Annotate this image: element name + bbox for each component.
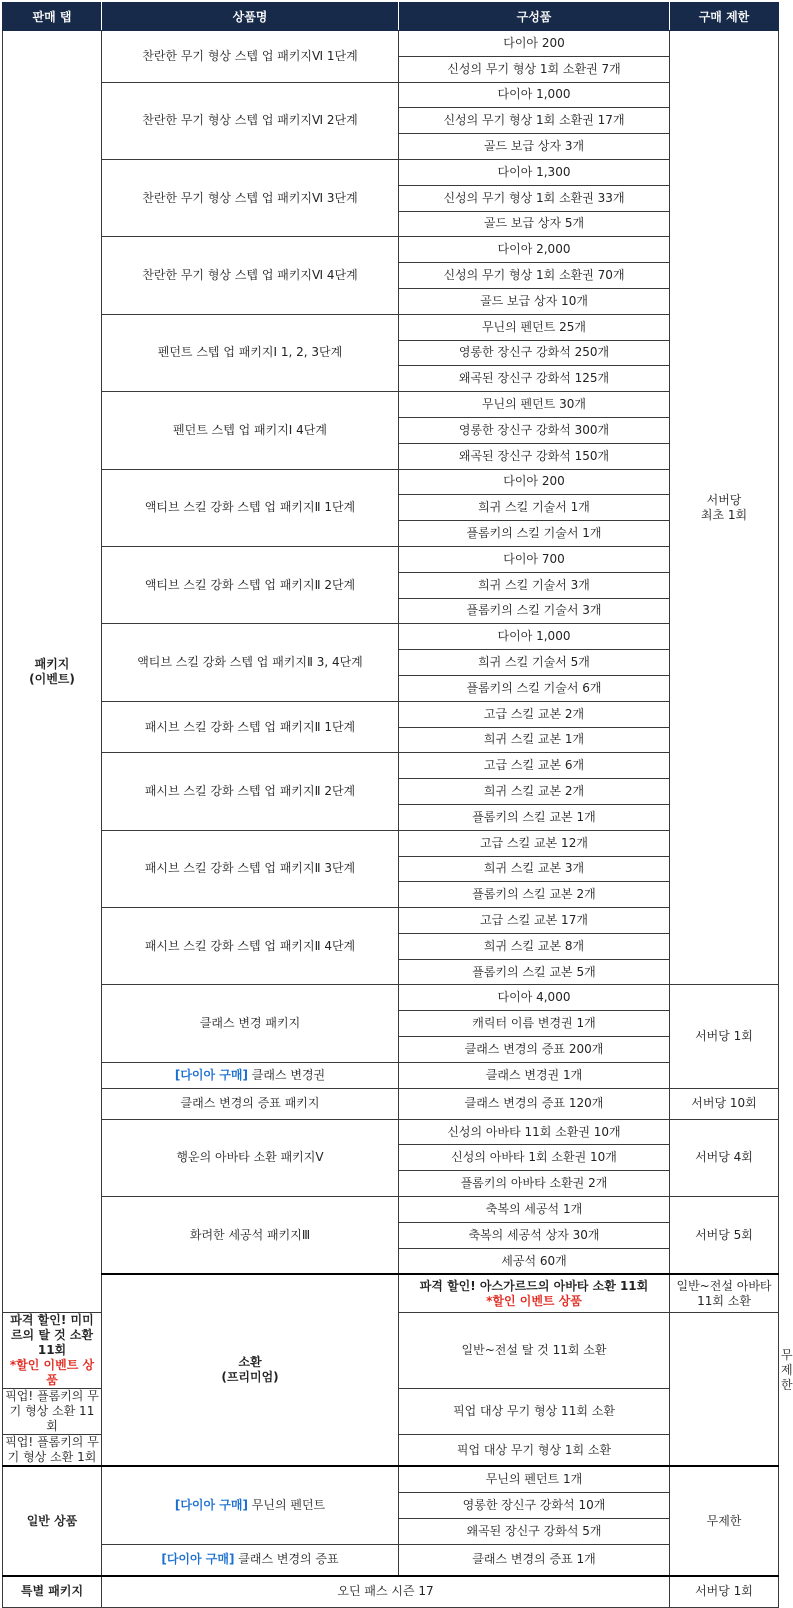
component-item: 다이아 2,000 — [399, 237, 670, 263]
component-item: 영롱한 장신구 강화석 300개 — [399, 417, 670, 443]
limit-server5: 서버당 5회 — [670, 1197, 779, 1275]
component-item: 희귀 스킬 기술서 5개 — [399, 650, 670, 676]
component-item: 다이아 4,000 — [399, 985, 670, 1011]
limit-server1: 서버당 1회 — [670, 1576, 779, 1608]
component-item: 고급 스킬 교본 17개 — [399, 908, 670, 934]
limit-server4: 서버당 4회 — [670, 1119, 779, 1196]
component-item: 캐릭터 이름 변경권 1개 — [399, 1011, 670, 1037]
product-name: 펜던트 스텝 업 패키지Ⅰ 4단계 — [102, 392, 399, 469]
component-item: 플롬키의 스킬 교본 1개 — [399, 804, 670, 830]
product-name: 찬란한 무기 형상 스텝 업 패키지Ⅵ 3단계 — [102, 159, 399, 236]
product-name: 파격 할인! 미미르의 탈 것 소환 11회 *할인 이벤트 상품 — [3, 1313, 102, 1389]
component-item: 신성의 무기 형상 1회 소환권 70개 — [399, 263, 670, 289]
component-item: 골드 보급 상자 10개 — [399, 288, 670, 314]
component-item: 축복의 세공석 1개 — [399, 1197, 670, 1223]
component-item: 플롬키의 아바타 소환권 2개 — [399, 1171, 670, 1197]
component-item: 일반~전설 탈 것 11회 소환 — [399, 1313, 670, 1389]
component-item: 신성의 아바타 1회 소환권 10개 — [399, 1145, 670, 1171]
component-item: 고급 스킬 교본 12개 — [399, 830, 670, 856]
component-item: 희귀 스킬 교본 3개 — [399, 856, 670, 882]
component-item: 골드 보급 상자 3개 — [399, 134, 670, 160]
product-name: 오딘 패스 시즌 17 — [102, 1576, 670, 1608]
component-item: 다이아 700 — [399, 546, 670, 572]
limit-first-once: 서버당 최초 1회 — [670, 31, 779, 985]
product-name: 펜던트 스텝 업 패키지Ⅰ 1, 2, 3단계 — [102, 314, 399, 391]
component-item: 다이아 1,000 — [399, 82, 670, 108]
component-item: 클래스 변경의 증표 1개 — [399, 1544, 670, 1576]
product-name: 화려한 세공석 패키지Ⅲ — [102, 1197, 399, 1275]
component-item: 클래스 변경의 증표 120개 — [399, 1088, 670, 1119]
component-item: 세공석 60개 — [399, 1248, 670, 1274]
component-item: 플롬키의 스킬 기술서 1개 — [399, 521, 670, 547]
component-item: 클래스 변경권 1개 — [399, 1062, 670, 1088]
product-name: 픽업! 플롬키의 무기 형상 소환 1회 — [3, 1435, 102, 1467]
component-item: 신성의 무기 형상 1회 소환권 33개 — [399, 185, 670, 211]
product-name: 픽업! 플롬키의 무기 형상 소환 11회 — [3, 1389, 102, 1435]
header-sales-tab: 판매 탭 — [3, 3, 102, 31]
component-item: 일반~전설 아바타 11회 소환 — [670, 1274, 779, 1313]
component-item: 왜곡된 장신구 강화석 150개 — [399, 443, 670, 469]
component-item: 영롱한 장신구 강화석 10개 — [399, 1493, 670, 1519]
header-purchase-limit: 구매 제한 — [670, 3, 779, 31]
component-item: 신성의 무기 형상 1회 소환권 17개 — [399, 108, 670, 134]
component-item: 무닌의 펜던트 25개 — [399, 314, 670, 340]
product-name: 클래스 변경의 증표 패키지 — [102, 1088, 399, 1119]
tab-special: 특별 패키지 — [3, 1576, 102, 1608]
component-item: 무닌의 펜던트 30개 — [399, 392, 670, 418]
discount-note: *할인 이벤트 상품 — [486, 1293, 582, 1308]
component-item: 골드 보급 상자 5개 — [399, 211, 670, 237]
header-components: 구성품 — [399, 3, 670, 31]
dia-purchase-tag: [다이아 구매] — [174, 1067, 248, 1082]
tab-premium: 소환 (프리미엄) — [102, 1274, 399, 1466]
header-row — [3, 3, 779, 31]
component-item: 픽업 대상 무기 형상 1회 소환 — [399, 1435, 670, 1467]
tab-package-event: 패키지 (이벤트) — [3, 31, 102, 1313]
product-name: 패시브 스킬 강화 스텝 업 패키지Ⅱ 3단계 — [102, 830, 399, 907]
product-table: 판매 탭 상품명 구성품 구매 제한 패키지 (이벤트) 찬란한 무기 형상 스텝 업 패키지Ⅵ 1단계 다이아 200 서버당 최초 1회 신성의 무기 형상 1회 소환권 7개 찬란한 무기 형상 스텝 업 패키지Ⅵ 2단계 다이아 1,000 신성의 무기 형상 1회 소환권 17개 골드 보급 상자 3개 찬란한 무기 형상 스텝 업 패키지Ⅵ 3단계 다이아 1,300 신성의 무기 형상 1회 소환권 33개 골드 보급 상자 5개 찬란한 무기 형상 스텝 업 패키지Ⅵ 4단계 다이아 2,000 신성의 무기 형상 1회 소환권 70개 골드 보급 상자 10개 펜던트 스텝 업 패키지Ⅰ 1, 2, 3단계 무닌의 펜던트 25개 영롱한 장신구 강화석 250개 왜곡된 장신구 강화석 125개 펜던트 스텝 업 패키지Ⅰ 4단계 무닌의 펜던트 30개 영롱한 장신구 강화석 300개 왜곡된 장신구 강화석 150개 액티브 스킬 강화 스텝 업 패키지Ⅱ 1단계 다이아 200 희귀 스킬 기술서 1개 플롬키의 스킬 기술서 1개 액티브 스킬 강화 스텝 업 패키지Ⅱ 2단계 다이아 700 희귀 스킬 기술서 3개 플롬키의 스킬 기술서 3개 액티브 스킬 강화 스텝 업 패키지Ⅱ 3, 4단계 다이아 1,000 희귀 스킬 기술서 5개 플롬키의 스킬 기술서 6개 패시브 스킬 강화 스텝 업 패키지Ⅱ 1단계 고급 스킬 교본 2개 희귀 스킬 교본 1개 패시브 스킬 강화 스텝 업 패키지Ⅱ 2단계 고급 스킬 교본 6개 희귀 스킬 교본 2개 플롬키의 스킬 교본 1개 패시브 스킬 강화 스텝 업 패키지Ⅱ 3단계 고급 스킬 교본 12개 희귀 스킬 교본 3개 플롬키의 스킬 교본 2개 패시브 스킬 강화 스텝 업 패키지Ⅱ 4단계 고급 스킬 교본 17개 희귀 스킬 교본 8개 플롬키의 스킬 교본 5개 클래스 변경 패키지 다이아 4,000 서버당 1회 캐릭터 이름 변경권 1개 클래스 변경의 증표 200개 [다이아 구매] 클래스 변경권 클래스 변경권 1개 클래스 변경의 증표 패키지 클래스 변경의 증표 120개 서버당 10회 행운의 아바타 소환 패키지Ⅴ 신성의 아바타 11회 소환권 10개 서버당 4회 신성의 아바타 1회 소환권 10개 플롬키의 아바타 소환권 2개 화려한 세공석 패키지Ⅲ 축복의 세공석 1개 서버당 5회 축복의 세공석 상자 30개 세공석 60개 소환 (프리미엄) 파격 할인! 아스가르드의 아바타 소환 11회 *할인 이벤트 상품 일반~전설 아바타 11회 소환 무제한 파격 할인! 미미르의 탈 것 소환 11회 *할인 이벤트 상품 일반~전설 탈 것 11회 소환 픽업! 플롬키의 무기 형상 소환 11회 픽업 대상 무기 형상 11회 소환 픽업! 플롬키의 무기 형상 소환 1회 픽업 대상 무기 형상 1회 소환 일반 상품 [다이아 구매] 무닌의 펜던트 무닌의 펜던트 1개 무제한 영롱한 장신구 강화석 10개 왜곡된 장신구 강화석 5개 [다이아 구매] 클래스 변경의 증표 클래스 변경의 증표 1개 특별 패키지 오딘 패스 시즌 17 서버당 1회 — [2, 2, 779, 1608]
table-row — [3, 31, 779, 57]
product-name: 클래스 변경 패키지 — [102, 985, 399, 1062]
product-name: [다이아 구매] 클래스 변경의 증표 — [102, 1544, 399, 1576]
product-name: 패시브 스킬 강화 스텝 업 패키지Ⅱ 2단계 — [102, 753, 399, 830]
component-item: 왜곡된 장신구 강화석 125개 — [399, 366, 670, 392]
product-name: 파격 할인! 아스가르드의 아바타 소환 11회 *할인 이벤트 상품 — [399, 1274, 670, 1313]
component-item: 다이아 1,300 — [399, 159, 670, 185]
product-name: 찬란한 무기 형상 스텝 업 패키지Ⅵ 1단계 — [102, 31, 399, 83]
component-item: 축복의 세공석 상자 30개 — [399, 1222, 670, 1248]
product-name: [다이아 구매] 클래스 변경권 — [102, 1062, 399, 1088]
component-item: 왜곡된 장신구 강화석 5개 — [399, 1519, 670, 1545]
component-item: 영롱한 장신구 강화석 250개 — [399, 340, 670, 366]
component-item: 신성의 아바타 11회 소환권 10개 — [399, 1119, 670, 1145]
component-item: 무닌의 펜던트 1개 — [399, 1466, 670, 1492]
component-item: 플롬키의 스킬 교본 5개 — [399, 959, 670, 985]
product-name: 패시브 스킬 강화 스텝 업 패키지Ⅱ 1단계 — [102, 701, 399, 753]
component-item: 플롬키의 스킬 교본 2개 — [399, 882, 670, 908]
dia-purchase-tag: [다이아 구매] — [174, 1498, 248, 1513]
component-item: 다이아 200 — [399, 31, 670, 57]
tab-general: 일반 상품 — [3, 1466, 102, 1575]
component-item: 신성의 무기 형상 1회 소환권 7개 — [399, 56, 670, 82]
product-name: 행운의 아바타 소환 패키지Ⅴ — [102, 1119, 399, 1196]
component-item: 플롬키의 스킬 기술서 6개 — [399, 675, 670, 701]
product-name: 찬란한 무기 형상 스텝 업 패키지Ⅵ 4단계 — [102, 237, 399, 314]
component-item: 고급 스킬 교본 6개 — [399, 753, 670, 779]
product-name: 액티브 스킬 강화 스텝 업 패키지Ⅱ 1단계 — [102, 469, 399, 546]
product-name: 패시브 스킬 강화 스텝 업 패키지Ⅱ 4단계 — [102, 908, 399, 985]
component-item: 고급 스킬 교본 2개 — [399, 701, 670, 727]
component-item: 희귀 스킬 교본 2개 — [399, 779, 670, 805]
product-name: 액티브 스킬 강화 스텝 업 패키지Ⅱ 3, 4단계 — [102, 624, 399, 701]
component-item: 픽업 대상 무기 형상 11회 소환 — [399, 1389, 670, 1435]
component-item: 플롬키의 스킬 기술서 3개 — [399, 598, 670, 624]
component-item: 희귀 스킬 교본 1개 — [399, 727, 670, 753]
limit-server1: 서버당 1회 — [670, 985, 779, 1088]
limit-unlimited: 무제한 — [670, 1466, 779, 1575]
component-item: 클래스 변경의 증표 200개 — [399, 1037, 670, 1063]
component-item: 희귀 스킬 기술서 1개 — [399, 495, 670, 521]
component-item: 희귀 스킬 교본 8개 — [399, 933, 670, 959]
dia-purchase-tag: [다이아 구매] — [161, 1552, 235, 1567]
product-name: [다이아 구매] 무닌의 펜던트 — [102, 1466, 399, 1544]
product-name: 찬란한 무기 형상 스텝 업 패키지Ⅵ 2단계 — [102, 82, 399, 159]
discount-note: *할인 이벤트 상품 — [9, 1358, 95, 1388]
component-item: 희귀 스킬 기술서 3개 — [399, 572, 670, 598]
component-item: 다이아 1,000 — [399, 624, 670, 650]
component-item: 다이아 200 — [399, 469, 670, 495]
product-name: 액티브 스킬 강화 스텝 업 패키지Ⅱ 2단계 — [102, 546, 399, 623]
header-product-name: 상품명 — [102, 3, 399, 31]
limit-server10: 서버당 10회 — [670, 1088, 779, 1119]
